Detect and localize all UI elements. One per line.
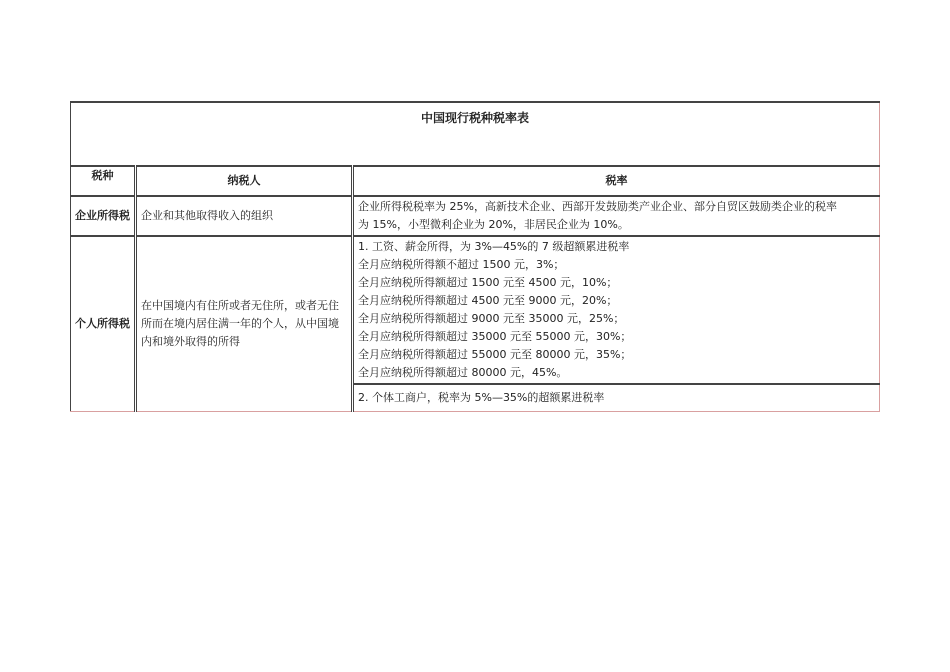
header-tax-rate: 税率 (353, 166, 880, 196)
row-tax-rate (353, 236, 880, 384)
tax-rate-table (70, 101, 880, 412)
table-title: 中国现行税种税率表 (421, 111, 530, 125)
table-row (71, 236, 880, 384)
rate-line: 全月应纳税所得额超过 1500 元至 4500 元，10%； (358, 276, 618, 289)
rate-line: 全月应纳税所得额不超过 1500 元，3%； (358, 258, 565, 271)
row-taxpayer: 在中国境内有住所或者无住所，或者无住所而在境内居住满一年的个人，从中国境内和境外取得的所得 (136, 236, 353, 412)
rate-line: 全月应纳税所得额超过 35000 元至 55000 元，30%； (358, 330, 632, 343)
row-tax-type: 企业所得税 (71, 196, 136, 236)
rate-line: 企业所得税税率为 25%，高新技术企业、西部开发鼓励类产业企业、部分自贸区鼓励类企业的税率 (358, 200, 837, 213)
header-taxpayer: 纳税人 (136, 166, 353, 196)
row-tax-rate (353, 196, 880, 236)
table-title-cell (71, 102, 880, 166)
rate-line: 全月应纳税所得额超过 9000 元至 35000 元，25%； (358, 312, 625, 325)
row-tax-type: 个人所得税 (71, 236, 136, 412)
header-tax-type: 税种 (71, 166, 136, 196)
rate-line: 全月应纳税所得额超过 4500 元至 9000 元，20%； (358, 294, 618, 307)
rate-line: 1. 工资、薪金所得，为 3%—45%的 7 级超额累进税率 (358, 240, 630, 253)
row-taxpayer: 企业和其他取得收入的组织 (136, 196, 353, 236)
rate-line: 全月应纳税所得额超过 55000 元至 80000 元，35%； (358, 348, 632, 361)
table-row (71, 196, 880, 236)
rate-line: 为 15%，小型微利企业为 20%，非居民企业为 10%。 (358, 218, 629, 231)
row-tax-rate-extra: 2. 个体工商户，税率为 5%—35%的超额累进税率 (353, 384, 880, 412)
rate-line: 全月应纳税所得额超过 80000 元，45%。 (358, 366, 568, 379)
